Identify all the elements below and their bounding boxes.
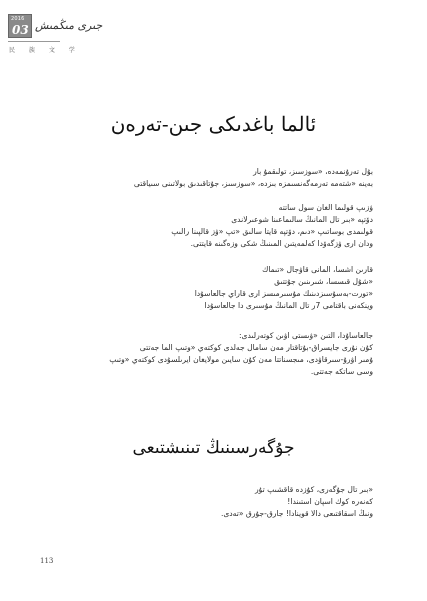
text-line: «بىر تال جۇگەرى، كۇزدە قاقشىپ تۇر <box>255 485 373 494</box>
text-line: قارىن اشسا، المانى قاۋجال «تىماك <box>262 265 373 274</box>
text-line: جالعاساۇدا، التىن «ۋىستى اۋىن كوتەرلىدى: <box>238 331 373 340</box>
stanza-2 <box>73 202 373 250</box>
issue-number: 03 <box>12 23 29 37</box>
text-line: ونىڭ اسقاقتىعى دالا قوينادا! جارق-جۇرق «تەدى. <box>220 509 373 518</box>
page-number: 113 <box>40 557 54 565</box>
poem-title: جۇگەرسىنىڭ تىنىشتىعى <box>132 438 295 458</box>
header-rule <box>8 41 60 42</box>
text-line: ودان ارى ۋزگەۆدا كەلمەيتىن المىنىڭ شكى وزەگىنە قايتتى. <box>190 239 373 248</box>
text-line: وسى ساتكە جەتتى. <box>310 367 373 376</box>
text-line: وينكەنى باقتامى 7ر تال المانىڭ مۇسىرى دا جالعاسۇدا <box>204 301 373 310</box>
text-line: بۇل تەرۇنمەدە، «سوزسىز، تولىقمۇ بار <box>253 167 373 176</box>
poem-stanza <box>73 484 373 520</box>
magazine-name: جىرى مىڭمىش <box>35 19 103 32</box>
text-line: كۇن نۇرى جايسراق-بۇتاقتار مەن سامال جەلدى كوكتەي «وتىپ الما جەتتى <box>139 343 373 352</box>
issue-year: 2016 <box>11 16 25 22</box>
text-line: قولىمدى بوساتىپ «دىم، دۆتپە قايتا سالىق «تپ «ۋز قالپىنا رالىپ <box>171 227 373 236</box>
text-line: «تورت-بەسۇسىزدىنىك مۇسىرمىسز ارى قاراي جالعاسۇدا <box>194 289 373 298</box>
text-line: ۇمىر اۋرۇ-سىرقاۋدى، مىجسناتتا مەن كۇن سايىن مولايغان ايرىلسۇدى كوكتەي «وتىپ <box>109 355 373 364</box>
text-line: كەنەرە كوك اسپان استىندا! <box>287 497 373 506</box>
stanza-1 <box>73 166 373 190</box>
text-line: دۆتپە «بىر تال المانىڭ سالىماعىنا شوعىرلاندى <box>231 215 373 224</box>
section-label: 民 族 文 学 <box>9 47 81 54</box>
article-title: ئالما باغدىكى جىن-تەرەن <box>110 112 317 136</box>
text-line: ۋزىپ قولىما الغان سول ساتتە <box>278 203 373 212</box>
stanza-3 <box>73 264 373 312</box>
magazine-header <box>8 14 128 54</box>
issue-badge <box>8 14 32 38</box>
stanza-4 <box>73 330 373 378</box>
text-line: بەينە «شتەمە تەرمەگەنسىمزە بىزدە، «سوزسىز، جۇتاقىدىق بولاتىنى سىياقتى <box>133 179 373 188</box>
text-line: «شۇل قىسسا، شىرىنىن جۇتتىق <box>274 277 373 286</box>
